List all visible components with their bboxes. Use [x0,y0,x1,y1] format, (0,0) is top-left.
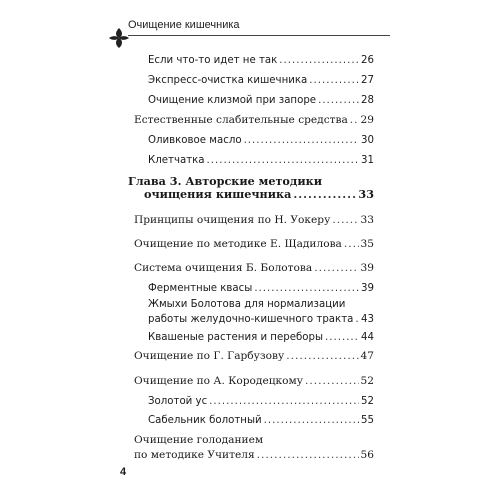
toc-label: Ферментные квасы [148,283,253,294]
toc-label: Очищение клизмой при запоре [148,95,317,106]
toc-label: Принципы очищения по Н. Уокеру [134,214,331,226]
toc-entry [148,134,374,147]
toc-label: Сабельник болотный [148,415,262,426]
toc-label: Естественные слабительные средства [134,114,348,126]
toc-page: 43 [361,314,374,325]
toc-page: 55 [361,415,374,426]
toc-label: по методике Учителя [134,449,255,461]
toc-label: Очищение по методике Е. Щадилова [134,238,342,250]
toc-label: Квашеные растения и переборы [148,332,323,343]
toc-page: 39 [361,283,374,294]
toc-entry [148,414,374,427]
toc-entry [134,449,374,462]
toc-page: 47 [360,350,374,362]
toc-entry [148,154,374,167]
toc-entry [148,94,374,107]
toc-label: Очищение по А. Кородецкому [134,375,304,387]
toc-label: Экспресс-очистка кишечника [148,75,308,86]
toc-page: 27 [361,75,374,86]
toc-entry [148,331,374,344]
toc-entry [134,350,374,363]
toc-page: 35 [360,238,374,250]
page-number: 4 [120,466,127,478]
toc-page: 28 [361,95,374,106]
toc-entry [134,238,374,251]
toc-label: Клетчатка [148,155,205,166]
toc-page: 39 [360,262,374,274]
toc-label: Система очищения Б. Болотова [134,262,313,274]
toc-entry [148,74,374,87]
toc-entry [134,262,374,275]
toc-entry [148,282,374,295]
toc-label: Очищение по Г. Гарбузову [134,350,285,362]
toc-label: работы желудочно-кишечного тракта [148,314,354,325]
toc-entry [148,395,374,408]
toc-label: Золотой ус [148,396,208,407]
chapter-title-line: Глава 3. Авторские методики [128,174,323,188]
toc-page: 30 [361,135,374,146]
toc-page: 52 [360,375,374,387]
toc-entry [148,313,374,326]
toc-entry [134,375,374,388]
toc-page: 26 [361,55,374,66]
toc-page: 29 [360,114,374,126]
toc-entry [134,114,374,127]
header-title: Очищение кишечника [128,19,240,31]
toc-page: 56 [360,449,374,461]
toc-page: 31 [361,155,374,166]
toc-page: 33 [358,187,374,201]
toc-label: Если что-то идет не так [148,55,278,66]
toc-label-line: Жмыхи Болотова для нормализации [148,299,346,310]
toc-entry [134,214,374,227]
toc-chapter-entry [144,188,374,201]
toc-entry [148,54,374,67]
toc-page: 33 [360,214,374,226]
toc-page: 52 [361,396,374,407]
toc-label: очищения кишечника [144,187,292,201]
toc-label: Оливковое масло [148,135,242,146]
toc-page: 44 [361,332,374,343]
toc-label-line: Очищение голоданием [134,434,264,446]
